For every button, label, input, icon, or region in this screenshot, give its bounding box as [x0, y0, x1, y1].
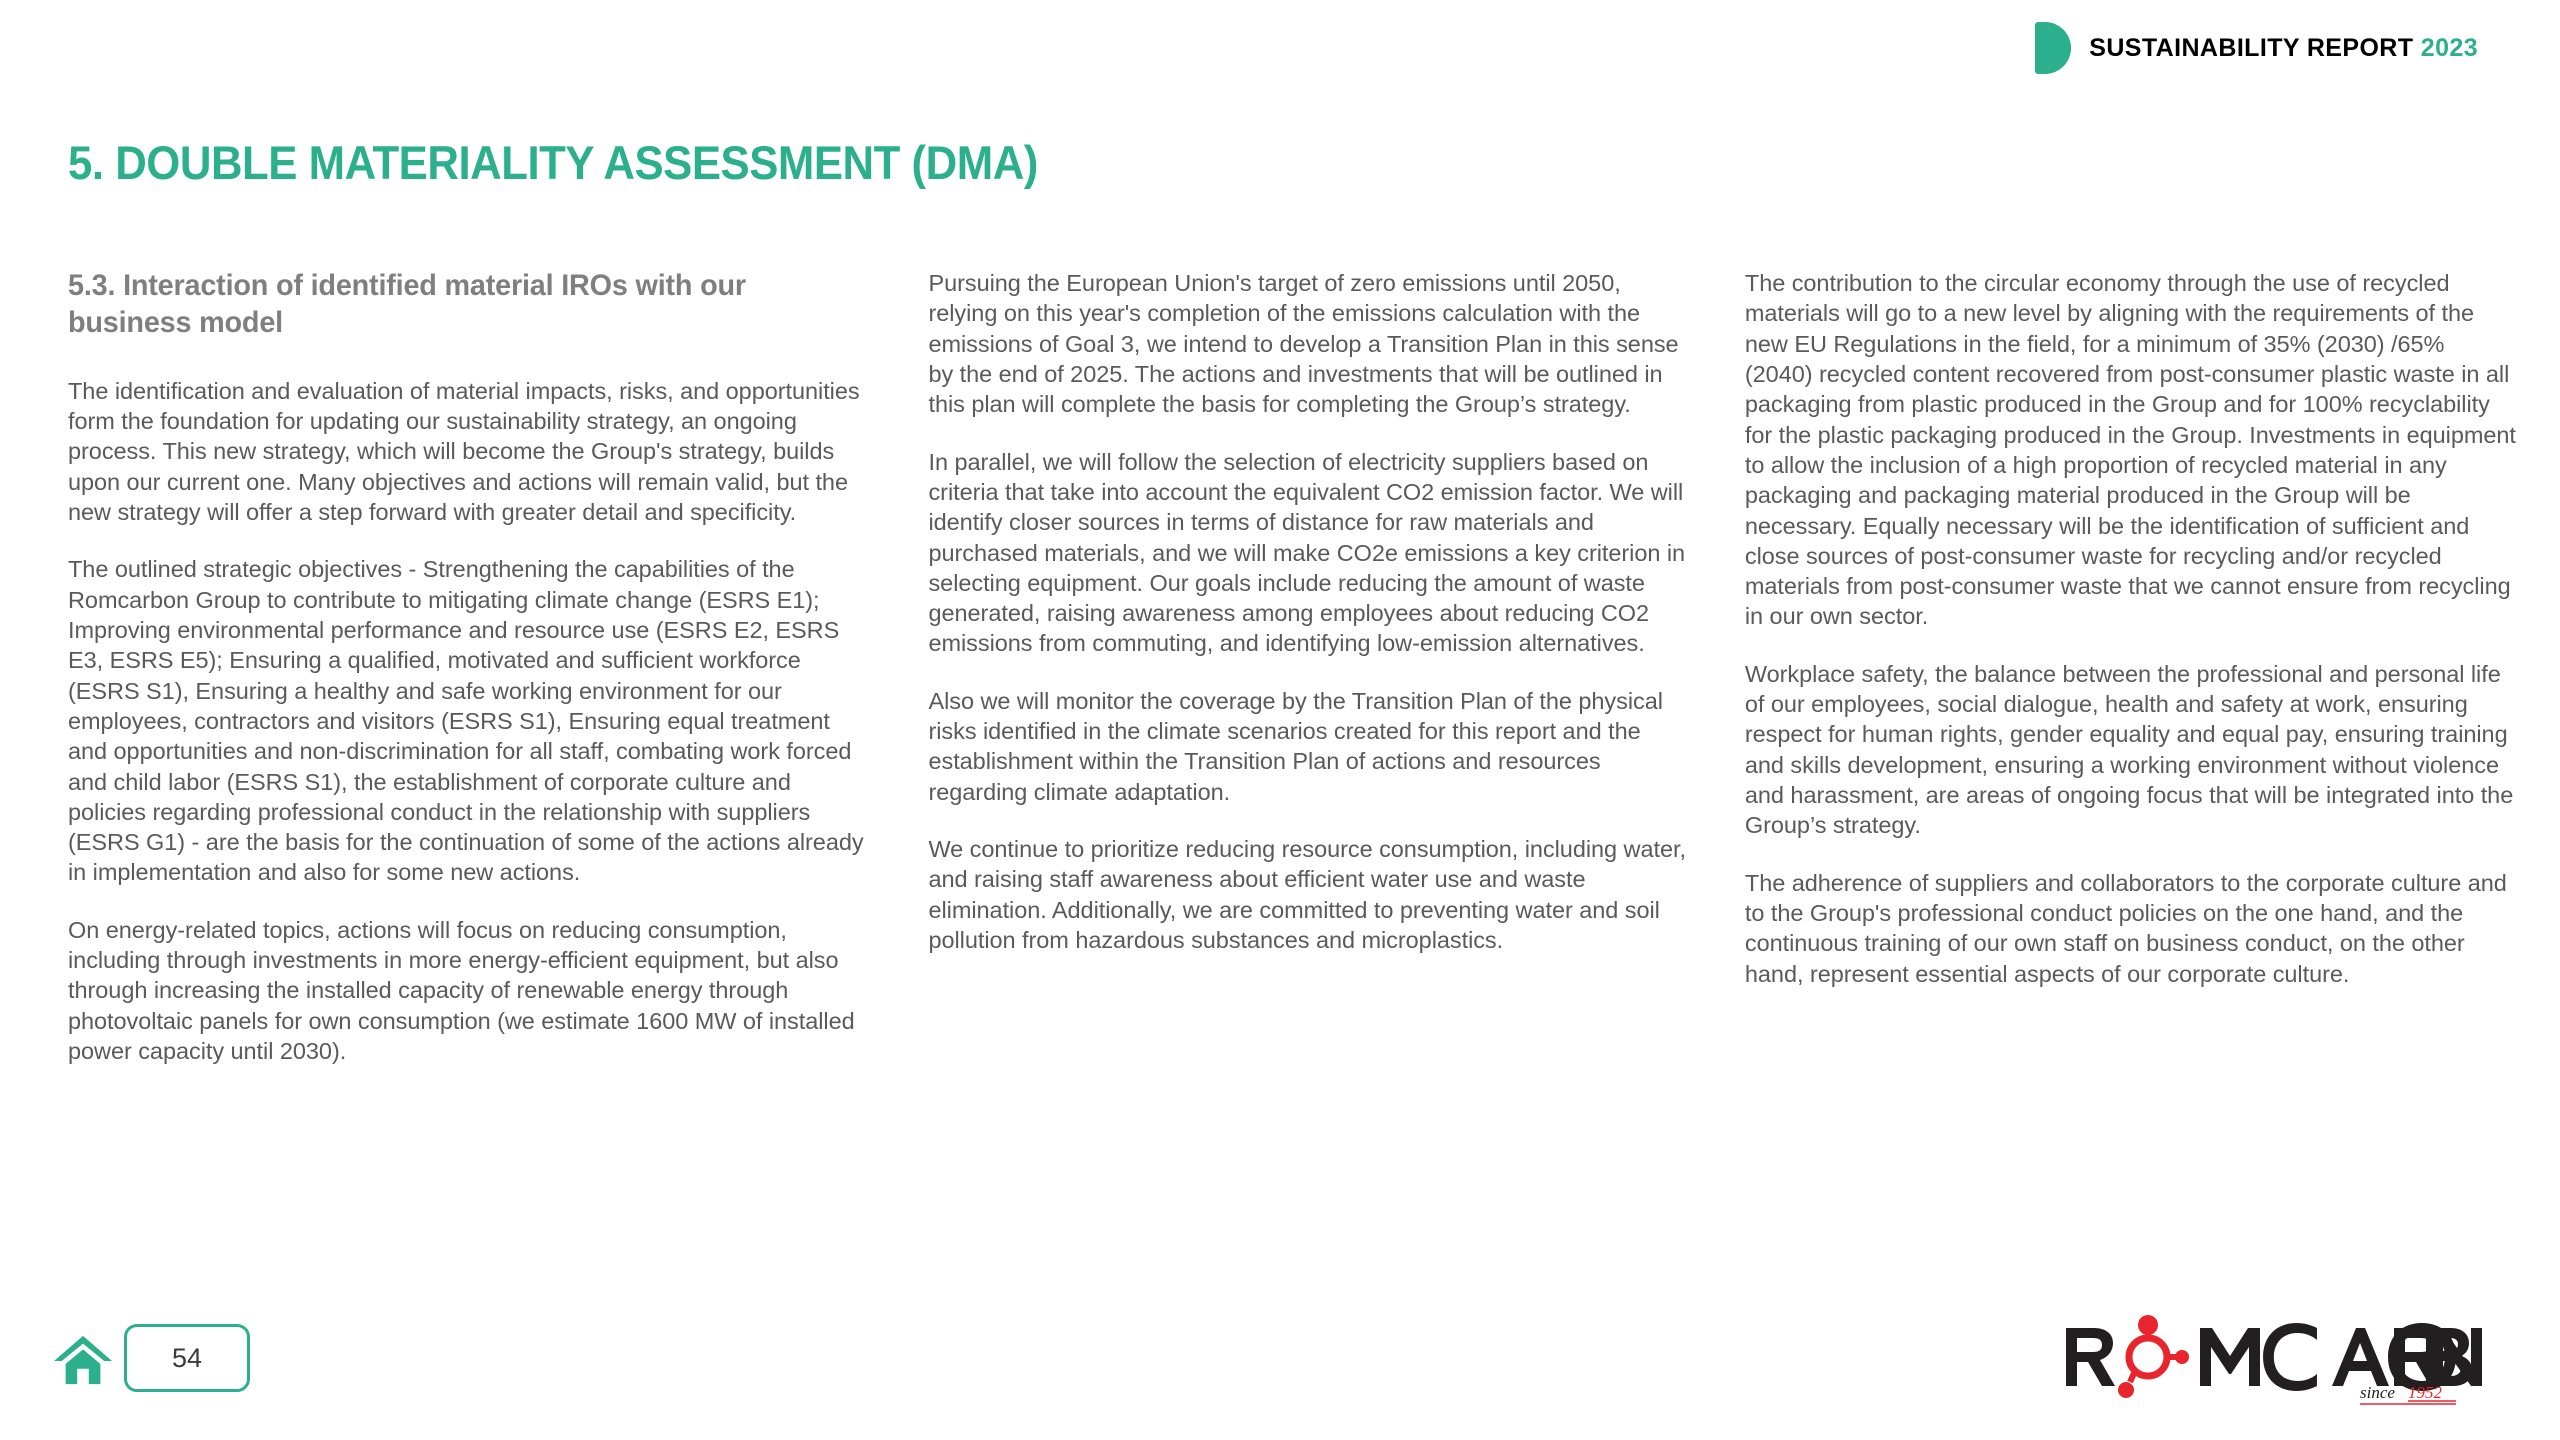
paragraph: Workplace safety, the balance between the professional and personal life of our employees, social dialogue, health and safety at work, ensuring respect for human rights, gender equality and equal pay, ensuring training and skills development, ensuring a working environment without violence and harassment, are areas of ongoing focus that will be integrated into the Group’s strategy.	[1744, 660, 2514, 839]
column-two	[928, 268, 1686, 1066]
paragraph: On energy-related topics, actions will focus on reducing consumption, including through investments in more energy-efficient equipment, but also through increasing the installed capacity of renewable energy through photovoltaic panels for own consumption (we estimate 1600 MW of installed power capacity until 2030).	[68, 916, 855, 1065]
page-number: 54	[171, 1342, 203, 1373]
logo-tagline-since: since	[2360, 1383, 2395, 1402]
page-footer	[0, 1290, 2560, 1440]
report-year: 2023	[2420, 33, 2478, 62]
subsection-title: 5.3. Interaction of identified material IROs with our business model	[68, 269, 746, 339]
column-one	[68, 268, 870, 1066]
paragraph: The outlined strategic objectives - Strengthening the capabilities of the Romcarbon Group to contribute to mitigating climate change (ESRS E1); Improving environmental performance and resource use (ESRS E2, ESRS E3, ESRS E5); Ensuring a qualified, motivated and sufficient workforce (ESRS S1), Ensuring a healthy and safe working environment for our employees, contractors and visitors (ESRS S1), Ensuring equal treatment and opportunities and non-discrimination for all staff, combating work forced and child labor (ESRS S1), the establishment of corporate culture and policies regarding professional conduct in the relationship with suppliers (ESRS G1) - are the basis for the continuation of some of the actions already in implementation and also for some new actions.	[68, 556, 864, 886]
column-three	[1745, 268, 2518, 1066]
paragraph: The contribution to the circular economy through the use of recycled materials will go to a new level by aligning with the requirements of the new EU Regulations in the field, for a minimum of 35% (2030) /65% (2040) recycled content recovered from post-consumer plastic waste in all packaging from plastic produced in the Group and for 100% recyclability for the plastic packaging produced in the Group. Investments in equipment to allow the inclusion of a high proportion of recycled material in any packaging and packaging material produced in the Group will be necessary. Equally necessary will be the identification of sufficient and close sources of post-consumer waste for recycling and/or recycled materials from post-consumer waste that we cannot ensure from recycling in our own sector.	[1744, 270, 2516, 630]
report-title: SUSTAINABILITY REPORT	[2089, 33, 2414, 62]
home-icon[interactable]	[52, 1332, 114, 1388]
page-number-badge	[124, 1324, 250, 1392]
logo-tagline-year: 1952	[2408, 1383, 2442, 1402]
paragraph: Pursuing the European Union's target of zero emissions until 2050, relying on this year's completion of the emissions calculation with the emissions of Goal 3, we intend to develop a Transition Plan in this sense by the end of 2025. The actions and investments that will be outlined in this plan will complete the basis for completing the Group’s strategy.	[928, 270, 1679, 418]
paragraph: We continue to prioritize reducing resource consumption, including water, and raising staff awareness about efficient water use and waste elimination. Additionally, we are committed to preventing water and soil pollution from hazardous substances and microplastics.	[928, 836, 1686, 953]
paragraph: Also we will monitor the coverage by the Transition Plan of the physical risks identified in the climate scenarios created for this report and the establishment within the Transition Plan of actions and resources regarding climate adaptation.	[928, 687, 1663, 805]
report-brand-text	[2089, 34, 2478, 63]
company-logo	[2060, 1310, 2490, 1406]
paragraph: The identification and evaluation of material impacts, risks, and opportunities form the foundation for updating our sustainability strategy, an ongoing process. This new strategy, which will become the Group's strategy, builds upon our current one. Many objectives and actions will remain valid, but the new strategy will offer a step forward with greater detail and specificity.	[68, 377, 860, 526]
page-title: 5. DOUBLE MATERIALITY ASSESSMENT (DMA)	[68, 136, 1038, 189]
content-columns	[68, 268, 2518, 1066]
paragraph: The adherence of suppliers and collaborators to the corporate culture and to the Group's professional conduct policies on the one hand, and the continuous training of our own staff on business conduct, on the other hand, represent essential aspects of our corporate culture.	[1744, 869, 2507, 987]
report-brand	[2035, 22, 2478, 74]
page-header	[0, 0, 2560, 100]
half-circle-logo-mark-icon	[2035, 22, 2071, 74]
paragraph: In parallel, we will follow the selection of electricity suppliers based on criteria that take into account the equivalent CO2 emission factor. We will identify closer sources in terms of distance for raw materials and purchased materials, and we will make CO2e emissions a key criterion in selecting equipment. Our goals include reducing the amount of waste generated, raising awareness among employees about reducing CO2 emissions from commuting, and identifying low-emission alternatives.	[928, 448, 1686, 657]
